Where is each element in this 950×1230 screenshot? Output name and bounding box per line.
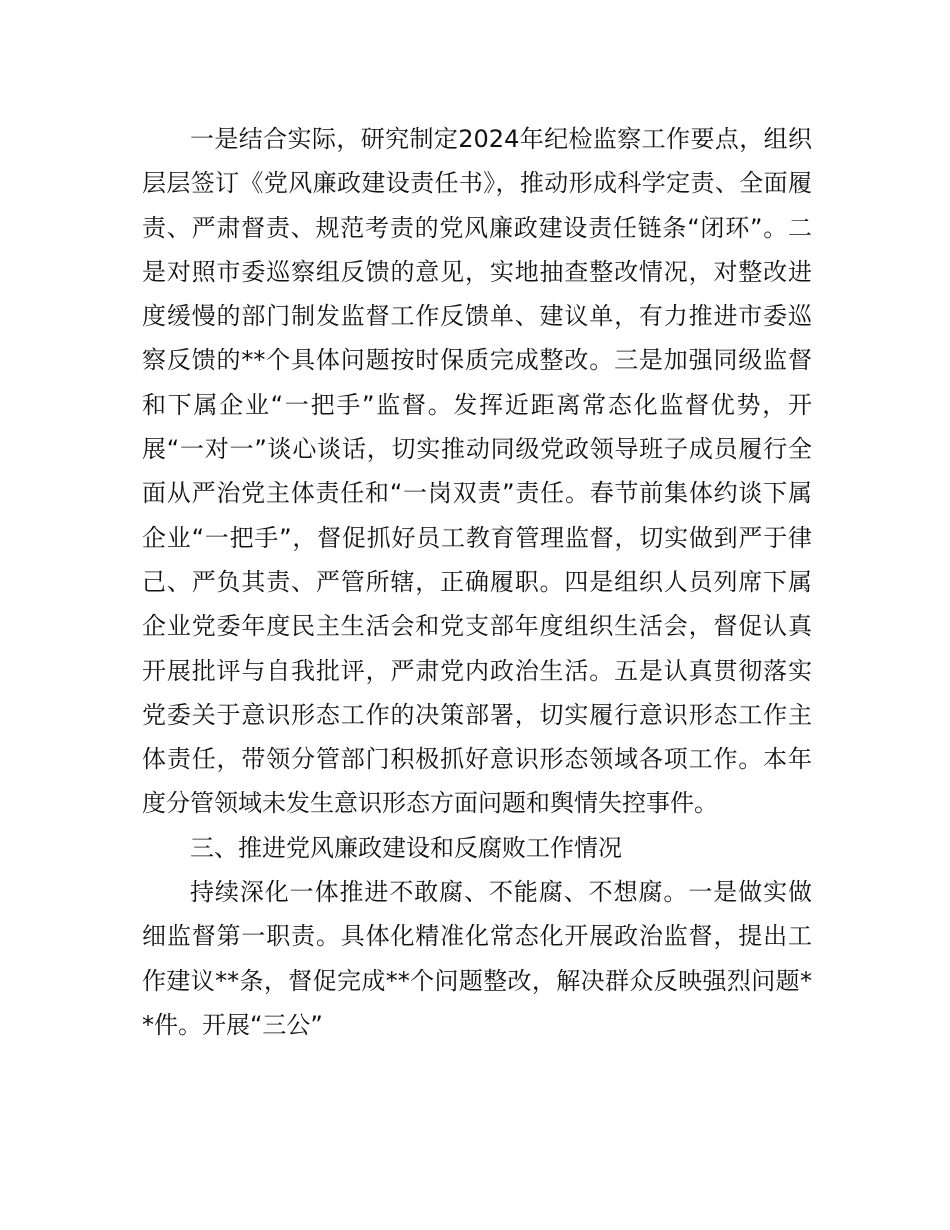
- paragraph-supervision-work: 一是结合实际，研究制定2024年纪检监察工作要点，组织层层签订《党风廉政建设责任书》，推动形成科学定责、全面履责、严肃督责、规范考责的党风廉政建设责任链条“闭环”。二是对照市委巡察组反馈的意见，实地抽查整改情况，对整改进度缓慢的部门制发监督工作反馈单、建议单，有力推进市委巡察反馈的**个具体问题按时保质完成整改。三是加强同级监督和下属企业“一把手”监督。发挥近距离常态化监督优势，开展“一对一”谈心谈话，切实推动同级党政领导班子成员履行全面从严治党主体责任和“一岗双责”责任。春节前集体约谈下属企业“一把手”，督促抓好员工教育管理监督，切实做到严于律己、严负其责、严管所辖，正确履职。四是组织人员列席下属企业党委年度民主生活会和党支部年度组织生活会，督促认真开展批评与自我批评，严肃党内政治生活。五是认真贯彻落实党委关于意识形态工作的决策部署，切实履行意识形态工作主体责任，带领分管部门积极抓好意识形态领域各项工作。本年度分管领域未发生意识形态方面问题和舆情失控事件。: [142, 125, 812, 818]
- document-body: [142, 117, 812, 1047]
- section-heading-anti-corruption: 三、推进党风廉政建设和反腐败工作情况: [190, 833, 622, 862]
- paragraph-deepen-anti-corruption: 持续深化一体推进不敢腐、不能腐、不想腐。一是做实做细监督第一职责。具体化精准化常态化开展政治监督，提出工作建议**条，督促完成**个问题整改，解决群众反映强烈问题**件。开展“三公”: [142, 878, 812, 1039]
